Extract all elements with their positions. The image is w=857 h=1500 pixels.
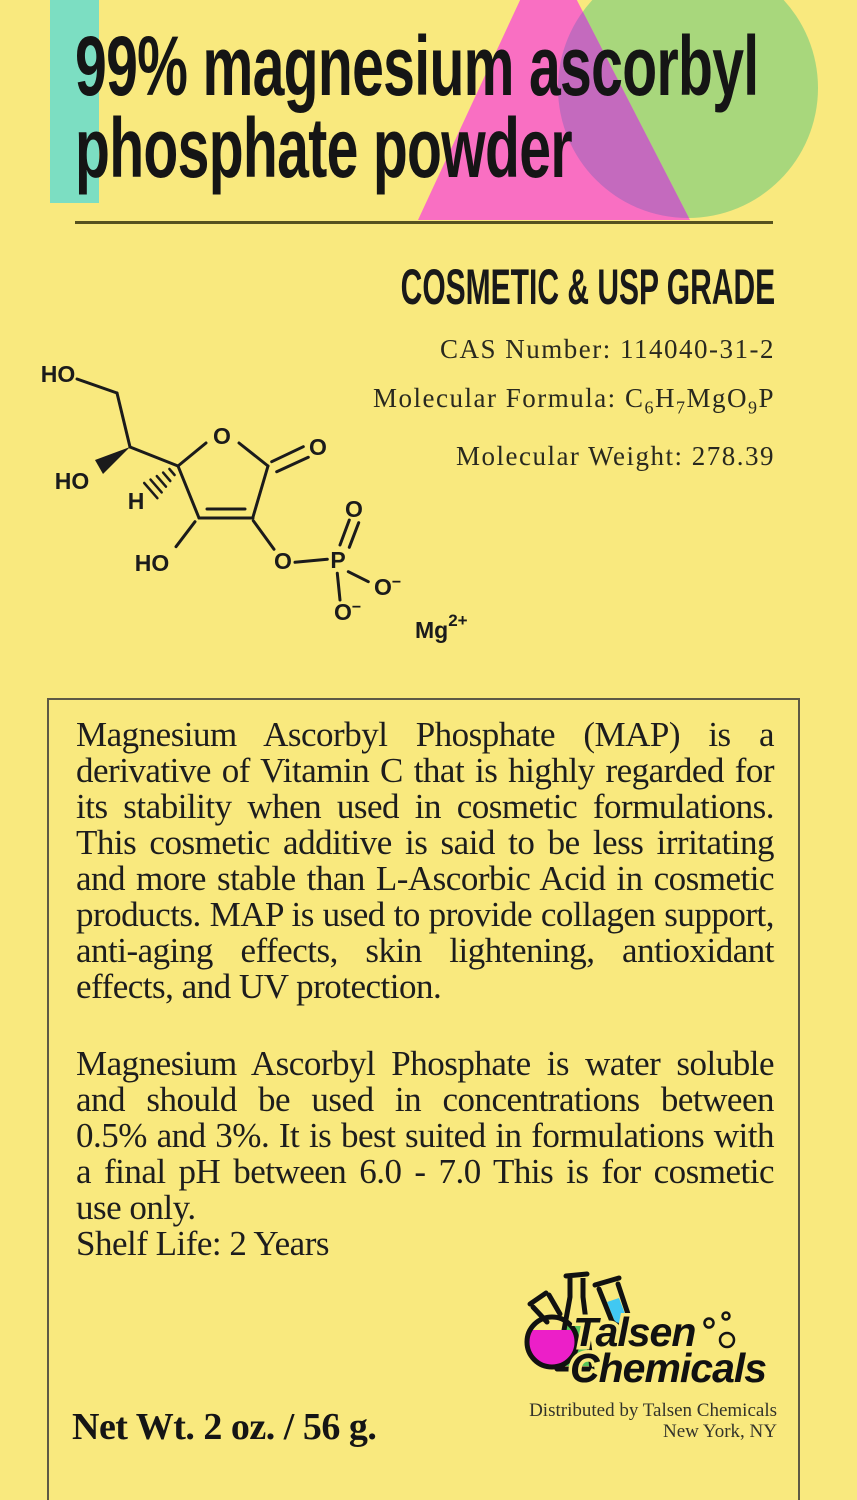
atom-label-o-minus-bottom xyxy=(334,599,361,625)
description-paragraph-2: Magnesium Ascorbyl Phosphate is water soluble and should be used in concentrations between 0.5% and 3%. It is best suited in formulations with a final pH between 6.0 - 7.0 This is for cosmetic use only. xyxy=(76,1044,774,1227)
description-paragraph-1: Magnesium Ascorbyl Phosphate (MAP) is a derivative of Vitamin C that is highly regarded for its stability when used in cosmetic formulations. This cosmetic additive is said to be less irritating and more stable than L-Ascorbic Acid in cosmetic products. MAP is used to provide collagen support, anti-aging effects, skin lightening, antioxidant effects, and UV protection. xyxy=(76,715,774,1006)
title-divider xyxy=(75,221,773,224)
atom-label-ester-o: O xyxy=(274,548,292,574)
atom-o: O xyxy=(374,574,392,600)
atom-o: O xyxy=(334,599,352,625)
atom-mg: Mg xyxy=(415,617,449,643)
molecular-weight: Molecular Weight: 278.39 xyxy=(455,441,775,471)
atom-label-ho-top: HO xyxy=(40,361,76,387)
title-line-1: 99% magnesium ascorbyl xyxy=(75,19,759,113)
atom-label-h: H xyxy=(127,488,145,514)
charge-2plus: 2+ xyxy=(448,611,468,630)
formula-part: C xyxy=(624,383,645,413)
wedge-bond xyxy=(95,447,130,474)
formula-sub: 6 xyxy=(644,397,655,418)
bubbles-icon xyxy=(705,1313,735,1348)
atom-label-carbonyl-o: O xyxy=(309,434,327,460)
logo-wordmark-chemicals: Chemicals xyxy=(570,1345,767,1391)
cas-number: CAS Number: 114040-31-2 xyxy=(440,334,775,364)
shelf-life: Shelf Life: 2 Years xyxy=(76,1224,329,1263)
distributor-info xyxy=(529,1400,777,1442)
molecule-structure-diagram xyxy=(30,350,480,650)
formula-sub: 9 xyxy=(747,397,759,418)
page-title xyxy=(75,19,759,195)
atom-label-ho-bottom: HO xyxy=(134,550,170,576)
charge-minus: − xyxy=(351,599,362,616)
atom-label-ho-mid: HO xyxy=(54,468,90,494)
formula-sub: 7 xyxy=(675,397,687,418)
hash-bond xyxy=(144,469,174,498)
title-line-2: phosphate powder xyxy=(75,101,572,195)
formula-part: P xyxy=(758,383,775,413)
formula-part: MgO xyxy=(686,383,748,413)
atom-label-ring-o: O xyxy=(213,423,231,449)
distributor-line-1: Distributed by Talsen Chemicals xyxy=(529,1400,777,1421)
charge-minus: − xyxy=(391,574,402,591)
logo-wordmark-talsen: Talsen xyxy=(573,1309,696,1355)
grade-heading: COSMETIC & USP GRADE xyxy=(400,259,775,315)
atom-label-o-minus-right xyxy=(374,574,401,600)
atom-label-p: P xyxy=(330,547,346,573)
atom-label-phosphate-o: O xyxy=(345,496,363,522)
distributor-line-2: New York, NY xyxy=(662,1421,777,1442)
atom-label-mg xyxy=(415,611,468,643)
formula-part: H xyxy=(654,383,676,413)
talsen-chemicals-logo xyxy=(515,1262,795,1397)
net-weight: Net Wt. 2 oz. / 56 g. xyxy=(72,1406,377,1448)
formula-label: Molecular Formula: xyxy=(372,383,625,413)
